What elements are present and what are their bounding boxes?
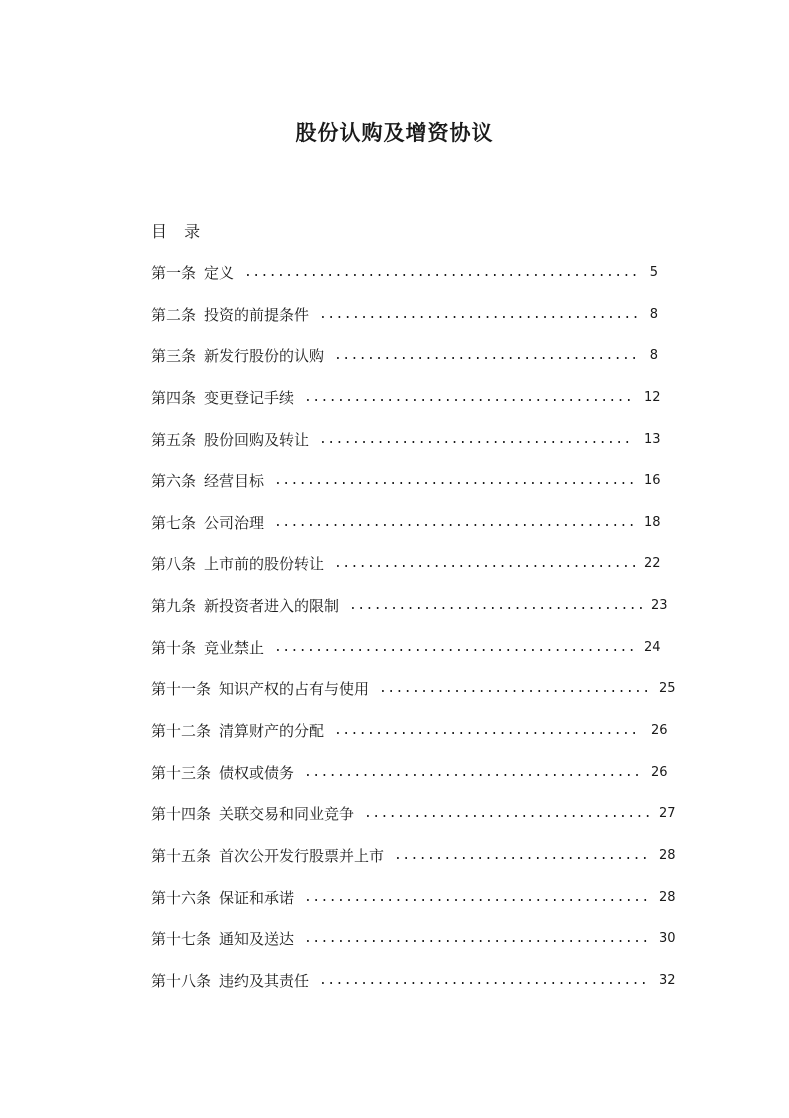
- toc-leader-dots: ......................................: [319, 431, 632, 447]
- toc-entry-number: 第二条: [151, 305, 197, 324]
- toc-entry-page-number: 24: [644, 639, 661, 655]
- toc-entry-title: 定义: [204, 264, 235, 282]
- toc-leader-dots: .................................: [379, 681, 651, 697]
- toc-entry-title: 竞业禁止: [204, 638, 265, 657]
- toc-entry[interactable]: [151, 428, 671, 470]
- toc-entry-title: 清算财产的分配: [219, 722, 325, 741]
- toc-entry[interactable]: [151, 969, 676, 1011]
- toc-entry-page-number: 32: [659, 972, 676, 988]
- toc-entry[interactable]: [151, 469, 671, 511]
- toc-leader-dots: ...............................: [394, 847, 650, 863]
- toc-entry-number: 第九条: [151, 597, 197, 616]
- toc-leader-dots: ............................................: [274, 514, 637, 530]
- toc-entry-page-number: 8: [649, 306, 658, 322]
- toc-entry[interactable]: [151, 594, 671, 636]
- toc-leader-dots: ............................................: [274, 473, 637, 489]
- toc-entry-page-number: 30: [659, 931, 676, 947]
- toc-entry-page-number: 5: [649, 265, 658, 280]
- toc-entry-number: 第十七条: [151, 930, 212, 949]
- toc-entry-title: 变更登记手续: [204, 388, 295, 407]
- toc-leader-dots: ..........................................: [304, 889, 650, 905]
- toc-entry-number: 第十五条: [151, 846, 212, 865]
- toc-entry[interactable]: [151, 636, 671, 678]
- toc-entry-title: 首次公开发行股票并上市: [219, 846, 385, 865]
- toc-leader-dots: .....................................: [334, 723, 639, 739]
- toc-leader-dots: .........................................: [304, 764, 642, 780]
- toc-leader-dots: ..........................................: [304, 931, 650, 947]
- toc-entry-number: 第六条: [151, 472, 197, 491]
- toc-entry-title: 新投资者进入的限制: [204, 597, 340, 616]
- toc-entry[interactable]: [151, 261, 671, 303]
- toc-entry-page-number: 22: [644, 556, 661, 572]
- toc-leader-dots: ........................................: [304, 389, 634, 405]
- toc-leader-dots: ...................................: [364, 806, 652, 822]
- toc-entry-number: 第十一条: [151, 680, 212, 699]
- toc-entry[interactable]: [151, 386, 671, 428]
- toc-entry[interactable]: [151, 886, 676, 928]
- toc-entry[interactable]: [151, 303, 671, 345]
- toc-entry-title: 经营目标: [204, 472, 265, 491]
- toc-entry-title: 新发行股份的认购: [204, 347, 325, 366]
- toc-entry-page-number: 8: [649, 348, 658, 364]
- toc-entry-page-number: 25: [659, 681, 676, 697]
- toc-entry[interactable]: [151, 344, 671, 386]
- toc-entry-title: 股份回购及转让: [204, 430, 310, 449]
- toc-entry[interactable]: [151, 927, 676, 969]
- toc-entry-number: 第十条: [151, 638, 197, 657]
- toc-entry[interactable]: [151, 511, 671, 553]
- toc-entry[interactable]: [151, 552, 671, 594]
- toc-entry-page-number: 26: [651, 723, 668, 739]
- toc-entry-number: 第五条: [151, 430, 197, 449]
- toc-entry-number: 第八条: [151, 555, 197, 574]
- toc-entry-title: 保证和承诺: [219, 888, 295, 907]
- toc-entry-number: 第四条: [151, 388, 197, 407]
- toc-leader-dots: ............................................: [274, 639, 637, 655]
- toc-leader-dots: .....................................: [334, 348, 639, 364]
- toc-entry-number: 第十四条: [151, 805, 212, 824]
- toc-entry-page-number: 23: [651, 598, 668, 614]
- toc-entry-number: 第十六条: [151, 888, 212, 907]
- toc-entry-title: 债权或债务: [219, 763, 295, 782]
- toc-entry-number: 第十二条: [151, 722, 212, 741]
- toc-entry-page-number: 13: [644, 431, 661, 447]
- toc-entry-title: 上市前的股份转让: [204, 555, 325, 574]
- toc-entry[interactable]: [151, 802, 676, 844]
- document-title: 股份认购及增资协议: [295, 120, 494, 145]
- toc-entry-title: 通知及送达: [219, 930, 295, 949]
- toc-entry[interactable]: [151, 677, 676, 719]
- toc-entry-number: 第三条: [151, 347, 197, 366]
- table-of-contents: [151, 261, 676, 1011]
- toc-entry-page-number: 28: [659, 847, 676, 863]
- toc-leader-dots: .......................................: [319, 306, 640, 322]
- toc-leader-dots: ....................................: [349, 598, 646, 614]
- toc-entry-title: 公司治理: [204, 513, 265, 532]
- toc-entry-page-number: 18: [644, 514, 661, 530]
- toc-leader-dots: ........................................: [319, 972, 649, 988]
- toc-entry-page-number: 28: [659, 889, 676, 905]
- toc-entry-title: 违约及其责任: [219, 971, 310, 990]
- toc-entry-page-number: 16: [644, 473, 661, 489]
- toc-entry-number: 第十三条: [151, 763, 212, 782]
- toc-entry-title: 关联交易和同业竞争: [219, 805, 355, 824]
- toc-entry-title: 知识产权的占有与使用: [219, 680, 370, 699]
- toc-entry-page-number: 26: [651, 764, 668, 780]
- toc-entry-number: 第一条: [151, 264, 197, 282]
- toc-entry[interactable]: [151, 761, 671, 803]
- toc-entry-number: 第七条: [151, 513, 197, 532]
- toc-entry-number: 第十八条: [151, 971, 212, 990]
- toc-leader-dots: .....................................: [334, 556, 639, 572]
- toc-heading: 目 录: [151, 222, 207, 241]
- toc-entry-page-number: 12: [644, 389, 661, 405]
- toc-entry[interactable]: [151, 719, 671, 761]
- toc-entry-title: 投资的前提条件: [204, 305, 310, 324]
- toc-entry-page-number: 27: [659, 806, 676, 822]
- toc-leader-dots: ................................................: [244, 265, 639, 280]
- toc-entry[interactable]: [151, 844, 676, 886]
